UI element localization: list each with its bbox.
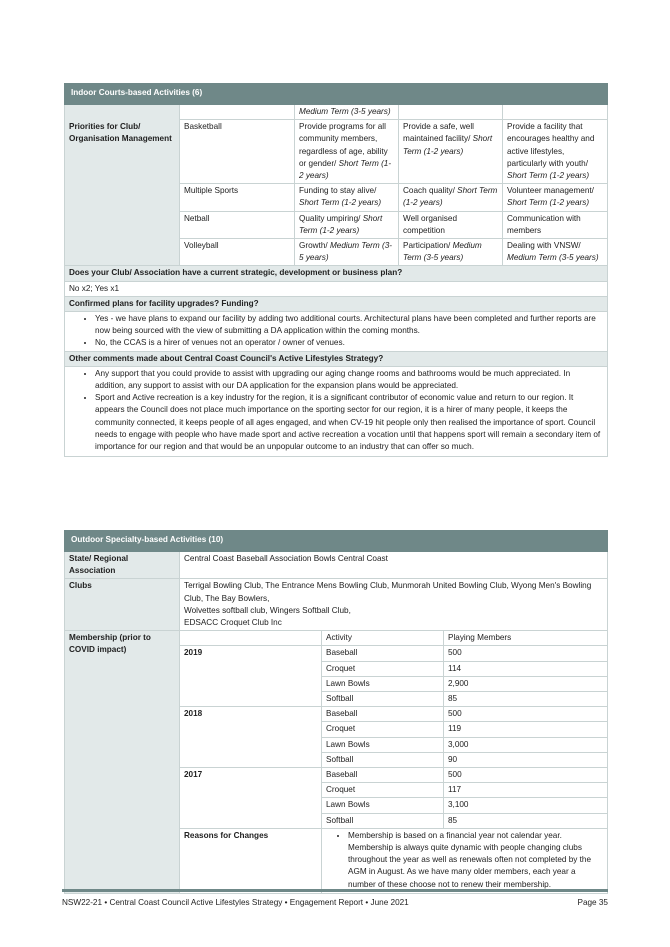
list-item: • Sport and Active recreation is a key industry for the region, it is a significant contributor of economic value and return to our region. It appears the Council does not place much importance on the sporting sector for our region, it is a hirer of many people, it keeps the community connected, it keeps people of all ages engaged, and when CV-19 hit people only then realised the importance of sport. Council needs to engage with people who have made sport and active recreation a vocation until that happens sport will remain a secondary item of importance for our region and that would be an unpopular outcome to an industry that can offer so much. xyxy=(95,392,603,453)
indoor-table xyxy=(64,83,608,457)
indoor-section-title: Indoor Courts-based Activities (6) xyxy=(65,84,608,105)
list-item: • Membership is based on a financial year not calendar year. Membership is always quite dynamic with people changing clubs throughout the year as well as renewals often not completed by the AGM in August. As we have many older members, each year a number of these choose not to renew their membership. xyxy=(348,830,603,891)
priority-3: Volunteer management/ Short Term (1-2 years) xyxy=(503,184,608,211)
priority-1: Growth/ Medium Term (3-5 years) xyxy=(295,239,399,266)
sport-name: Netball xyxy=(180,211,295,238)
sport-name: Basketball xyxy=(180,120,295,184)
table-row: Lawn Bowls 3,100 xyxy=(65,798,608,813)
table-row: Croquet 114 xyxy=(65,661,608,676)
clubs-label: Clubs xyxy=(65,579,180,631)
outdoor-section-title: Outdoor Specialty-based Activities (10) xyxy=(65,531,608,552)
priority-2: Well organised competition xyxy=(399,211,503,238)
column-header-members: Playing Members xyxy=(444,631,608,646)
priorities-label: Priorities for Club/ Organisation Management xyxy=(65,120,180,266)
priority-2: Provide a safe, well maintained facility/ Short Term (1-2 years) xyxy=(399,120,503,184)
priority-3: Provide a facility that encourages healthy and active lifestyles, particularly with youth/ Short Term (1-2 years) xyxy=(503,120,608,184)
state-association-label: State/ Regional Association xyxy=(65,552,180,579)
table-row: Softball 90 xyxy=(65,752,608,767)
page-number: Page 35 xyxy=(577,898,608,907)
year-label: 2017 xyxy=(180,768,322,829)
column-header-activity: Activity xyxy=(322,631,444,646)
table-row: Croquet 119 xyxy=(65,722,608,737)
sport-name: Volleyball xyxy=(180,239,295,266)
priority-1: Quality umpiring/ Short Term (1-2 years) xyxy=(295,211,399,238)
question-upgrades: Confirmed plans for facility upgrades? Funding? xyxy=(65,296,608,311)
priority-1: Funding to stay alive/ Short Term (1-2 years) xyxy=(295,184,399,211)
priority-3: Dealing with VNSW/ Medium Term (3-5 years) xyxy=(503,239,608,266)
year-label: 2018 xyxy=(180,707,322,768)
page-footer xyxy=(62,889,608,909)
table-row: 2017 Baseball 500 xyxy=(65,768,608,783)
table-row: Lawn Bowls 3,000 xyxy=(65,737,608,752)
question-comments: Other comments made about Central Coast Council's Active Lifestyles Strategy? xyxy=(65,351,608,366)
table-row: Lawn Bowls 2,900 xyxy=(65,676,608,691)
clubs-value: Terrigal Bowling Club, The Entrance Mens Bowling Club, Munmorah United Bowling Club, Wyong Men's Bowling Club, The Bay Bowlers, Wolvettes softball club, Wingers Softball Club, EDSACC Croquet Club Inc xyxy=(180,579,608,631)
reasons-value xyxy=(322,828,608,893)
table-row: 2019 Baseball 500 xyxy=(65,646,608,661)
reasons-label: Reasons for Changes xyxy=(180,828,322,893)
priority-3: Communication with members xyxy=(503,211,608,238)
list-item: • No, the CCAS is a hirer of venues not an operator / owner of venues. xyxy=(95,337,603,349)
table-row: Croquet 117 xyxy=(65,783,608,798)
answer-upgrades xyxy=(65,312,608,352)
table-row: Softball 85 xyxy=(65,692,608,707)
priority-2: Coach quality/ Short Term (1-2 years) xyxy=(399,184,503,211)
question-plan: Does your Club/ Association have a current strategic, development or business plan? xyxy=(65,266,608,281)
footer-text: NSW22-21 • Central Coast Council Active Lifestyles Strategy • Engagement Report • June 2021 xyxy=(62,898,409,907)
state-association-value: Central Coast Baseball Association Bowls Central Coast xyxy=(180,552,608,579)
answer-comments xyxy=(65,366,608,456)
priority-2: Participation/ Medium Term (3-5 years) xyxy=(399,239,503,266)
carry-over-term: Medium Term (3-5 years) xyxy=(295,105,399,120)
outdoor-table xyxy=(64,530,608,894)
year-label: 2019 xyxy=(180,646,322,707)
answer-plan: No x2; Yes x1 xyxy=(65,281,608,296)
table-row: Softball 85 xyxy=(65,813,608,828)
sport-name: Multiple Sports xyxy=(180,184,295,211)
list-item: • Any support that you could provide to assist with upgrading our aging change rooms and bathrooms would be much appreciated. In addition, any support to assist with our DA application for the expansion plans would be appreciated. xyxy=(95,368,603,392)
table-row: 2018 Baseball 500 xyxy=(65,707,608,722)
list-item: • Yes - we have plans to expand our facility by adding two additional courts. Architectural plans have been completed and further reports are now being sourced with the view of submitting a DA application within the coming months. xyxy=(95,313,603,337)
priority-1: Provide programs for all community members, regardless of age, ability or gender/ Short Term (1-2 years) xyxy=(295,120,399,184)
membership-label: Membership (prior to COVID impact) xyxy=(65,631,180,894)
